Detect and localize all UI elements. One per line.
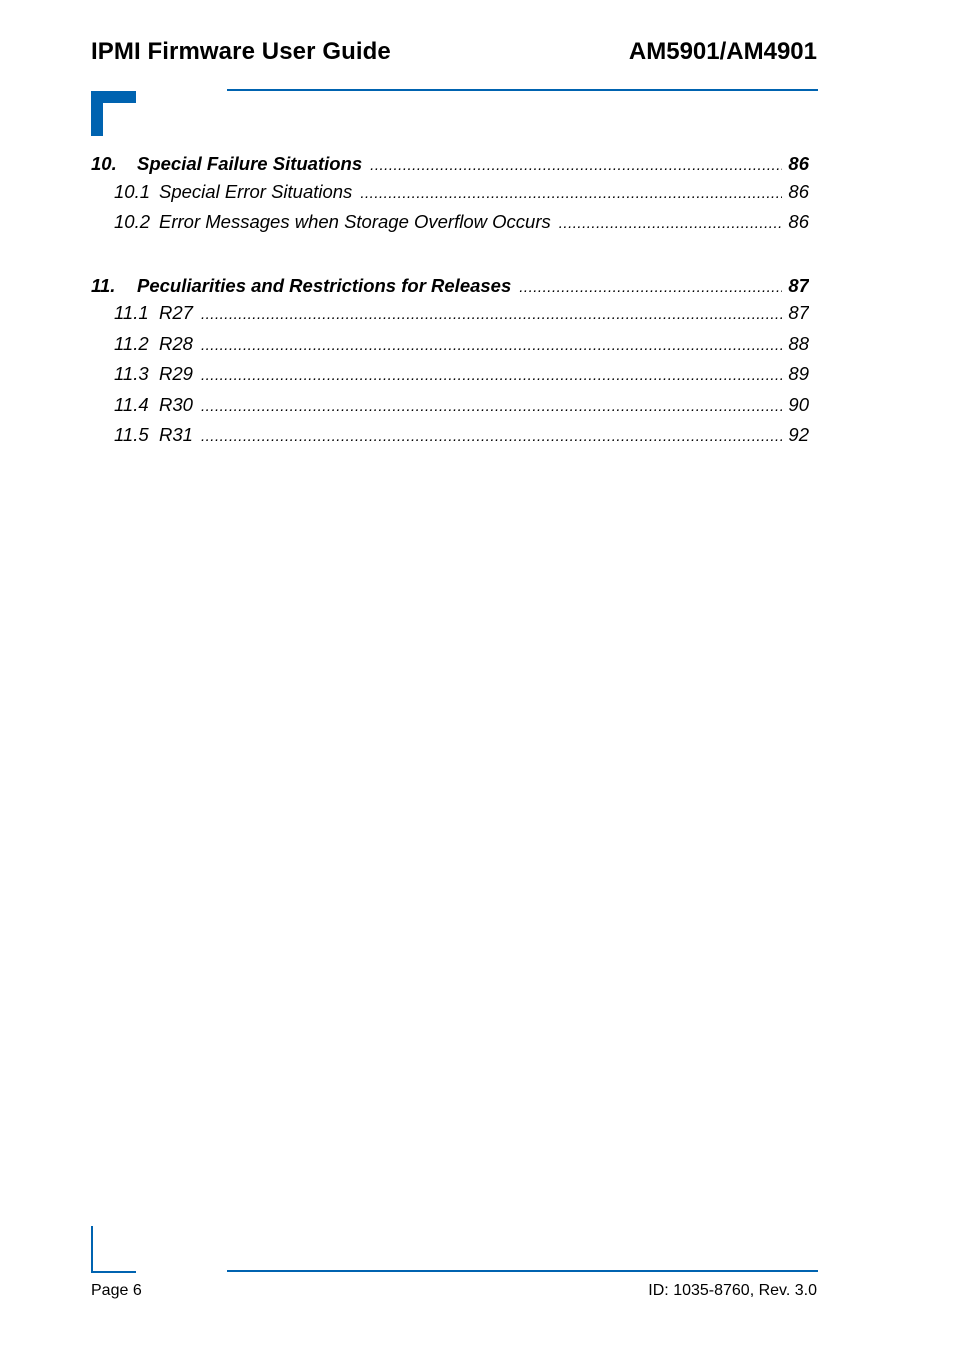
toc-entry-page: 86 (788, 153, 809, 174)
toc-entry-title: R31 (159, 424, 193, 445)
toc-entry[interactable] (91, 153, 809, 177)
toc-leader-dots (201, 306, 782, 323)
toc-leader-dots (201, 367, 782, 384)
toc-entry[interactable] (91, 302, 809, 326)
toc-entry-page: 89 (788, 363, 809, 384)
toc-entry-page: 88 (788, 333, 809, 354)
document-title: IPMI Firmware User Guide (91, 38, 391, 65)
toc-entry-page: 92 (788, 424, 809, 445)
toc-leader-dots (370, 157, 782, 174)
header-rule (227, 89, 818, 91)
toc-entry-title: Peculiarities and Restrictions for Releases (137, 275, 512, 296)
toc-entry[interactable] (91, 394, 809, 418)
toc-entry-page: 87 (788, 302, 809, 323)
toc-entry-number: 11.1 (114, 302, 149, 323)
toc-entry-title: R30 (159, 394, 193, 415)
toc-entry-number: 10.1 (114, 181, 151, 202)
toc-entry-title: Special Failure Situations (137, 153, 363, 174)
product-model: AM5901/AM4901 (628, 38, 817, 65)
toc-leader-dots (519, 279, 782, 296)
toc-entry[interactable] (91, 211, 809, 235)
toc-entry-page: 90 (788, 394, 809, 415)
toc-entry-title: R29 (159, 363, 193, 384)
toc-entry[interactable] (91, 333, 809, 357)
toc-entry-number: 11.4 (114, 394, 149, 415)
toc-entry-title: R27 (159, 302, 193, 323)
corner-mark-bottom (91, 1226, 136, 1273)
toc-leader-dots (201, 428, 782, 445)
document-id: ID: 1035-8760, Rev. 3.0 (648, 1282, 817, 1299)
toc-entry-number: 11.5 (114, 424, 149, 445)
toc-entry-number: 10. (91, 153, 117, 174)
toc-entry-number: 11. (91, 275, 116, 296)
toc-leader-dots (360, 185, 782, 202)
toc-entry[interactable] (91, 181, 809, 205)
page-number: Page 6 (91, 1282, 142, 1299)
toc-entry[interactable] (91, 275, 809, 299)
toc-entry-title: Error Messages when Storage Overflow Occurs (159, 211, 551, 232)
toc-entry[interactable] (91, 424, 809, 448)
footer-rule (227, 1270, 818, 1272)
toc-entry-number: 11.3 (114, 363, 149, 384)
toc-entry-title: Special Error Situations (159, 181, 353, 202)
toc-entry[interactable] (91, 363, 809, 387)
toc-leader-dots (201, 398, 782, 415)
toc-entry-title: R28 (159, 333, 193, 354)
toc-leader-dots (201, 337, 782, 354)
corner-mark-top (91, 91, 136, 136)
toc-entry-page: 87 (788, 275, 809, 296)
toc-leader-dots (559, 215, 783, 232)
toc-entry-number: 10.2 (114, 211, 151, 232)
toc-entry-page: 86 (788, 211, 809, 232)
toc-entry-number: 11.2 (114, 333, 149, 354)
toc-entry-page: 86 (788, 181, 809, 202)
